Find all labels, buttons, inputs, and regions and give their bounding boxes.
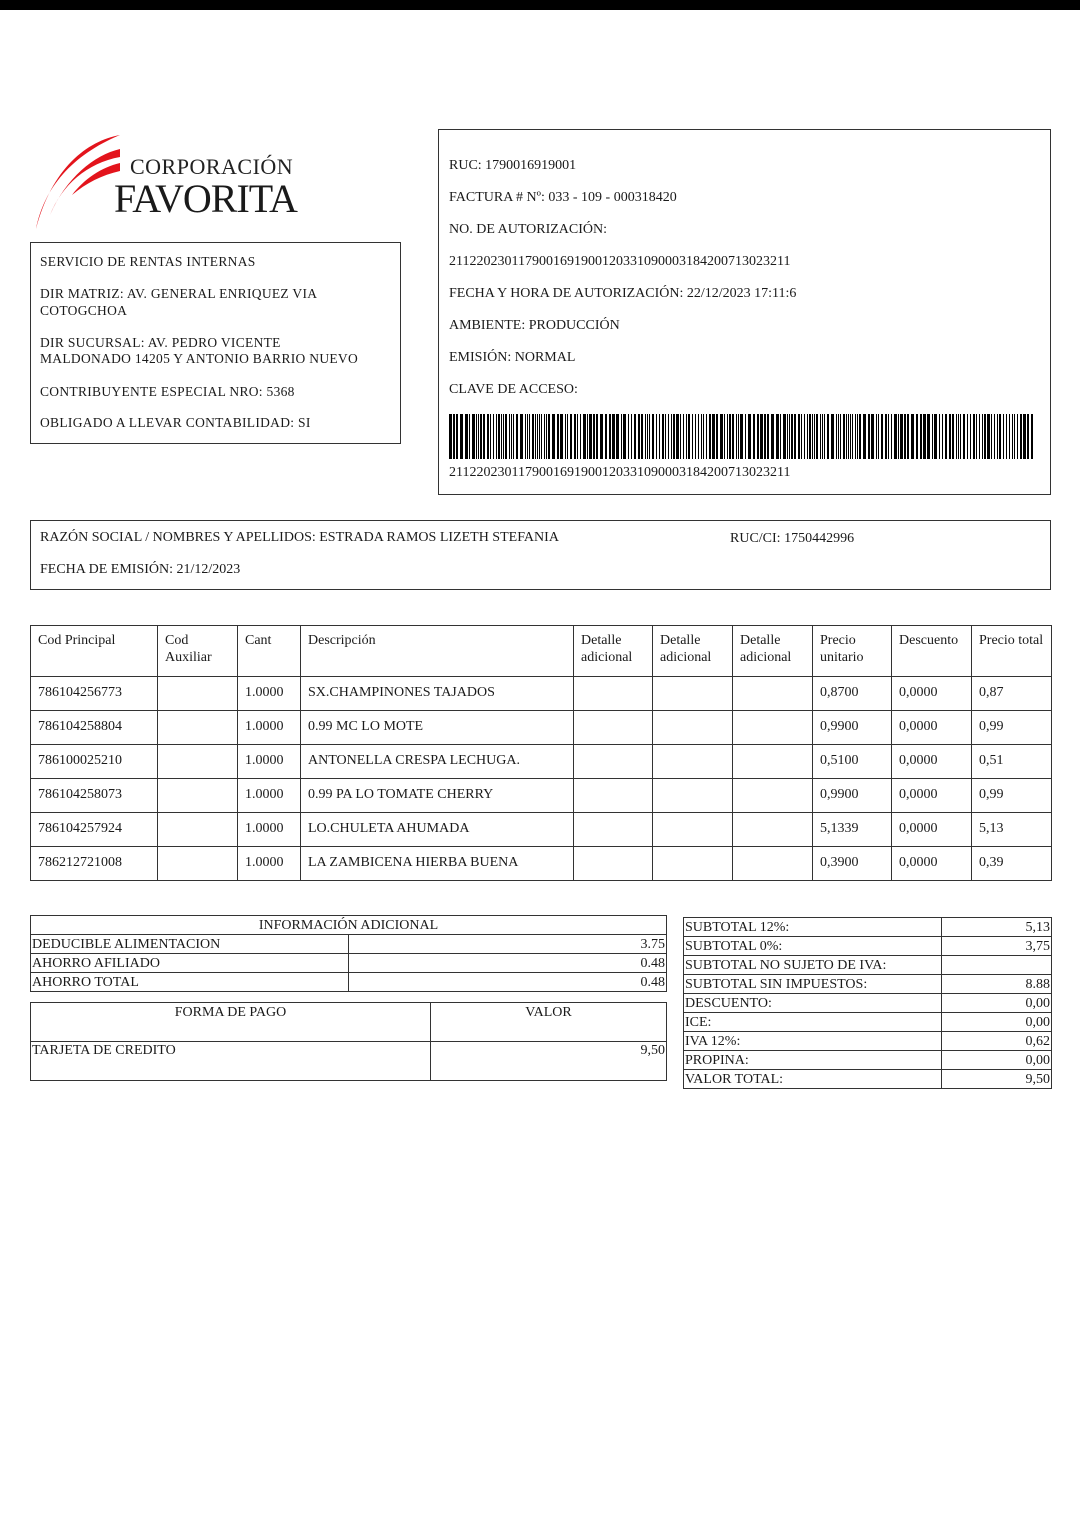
table-cell: 0,0000 bbox=[892, 745, 972, 779]
table-cell bbox=[653, 779, 733, 813]
payment-header-row bbox=[31, 1003, 667, 1042]
table-cell: 786104258073 bbox=[31, 779, 158, 813]
table-row bbox=[684, 956, 1052, 975]
total-value: 0,00 bbox=[942, 994, 1052, 1013]
table-cell: 1.0000 bbox=[238, 779, 301, 813]
table-row bbox=[31, 954, 667, 973]
total-value: 5,13 bbox=[942, 918, 1052, 937]
table-cell: LO.CHULETA AHUMADA bbox=[301, 813, 574, 847]
table-cell: 0,9900 bbox=[813, 711, 892, 745]
invoice-ruc: RUC: 1790016919001 bbox=[449, 158, 577, 173]
table-cell bbox=[733, 779, 813, 813]
table-cell bbox=[653, 711, 733, 745]
table-cell bbox=[653, 677, 733, 711]
col-header: Descripción bbox=[301, 626, 574, 677]
table-cell: 0,8700 bbox=[813, 677, 892, 711]
table-cell: ANTONELLA CRESPA LECHUGA. bbox=[301, 745, 574, 779]
table-cell: 0,0000 bbox=[892, 779, 972, 813]
environment: AMBIENTE: PRODUCCIÓN bbox=[449, 318, 620, 333]
col-header: Cod Principal bbox=[31, 626, 158, 677]
table-cell bbox=[653, 847, 733, 881]
col-header: Detalle adicional bbox=[574, 626, 653, 677]
emitter-dir-matriz-2: COTOGCHOA bbox=[40, 303, 128, 318]
table-cell: 1.0000 bbox=[238, 677, 301, 711]
info-value: 0.48 bbox=[349, 954, 667, 973]
table-row bbox=[684, 937, 1052, 956]
table-cell: 786104258804 bbox=[31, 711, 158, 745]
table-cell: 0,5100 bbox=[813, 745, 892, 779]
total-label: SUBTOTAL 0%: bbox=[684, 937, 942, 956]
table-cell bbox=[158, 677, 238, 711]
table-cell: 0,0000 bbox=[892, 813, 972, 847]
table-row bbox=[31, 847, 1052, 881]
total-value: 8.88 bbox=[942, 975, 1052, 994]
table-cell bbox=[158, 779, 238, 813]
info-value: 0.48 bbox=[349, 973, 667, 992]
table-row bbox=[684, 1051, 1052, 1070]
barcode bbox=[449, 414, 1033, 459]
logo-swoosh-icon bbox=[32, 133, 127, 230]
table-cell: 0,51 bbox=[972, 745, 1052, 779]
emitter-entity: SERVICIO DE RENTAS INTERNAS bbox=[40, 254, 256, 269]
total-value: 0,62 bbox=[942, 1032, 1052, 1051]
table-cell bbox=[158, 711, 238, 745]
table-cell: SX.CHAMPINONES TAJADOS bbox=[301, 677, 574, 711]
authorization-datetime: FECHA Y HORA DE AUTORIZACIÓN: 22/12/2023 17:11:6 bbox=[449, 286, 797, 301]
table-cell: LA ZAMBICENA HIERBA BUENA bbox=[301, 847, 574, 881]
emission-type: EMISIÓN: NORMAL bbox=[449, 350, 576, 365]
payment-value: 9,50 bbox=[431, 1042, 667, 1081]
table-cell bbox=[653, 745, 733, 779]
table-row bbox=[31, 973, 667, 992]
table-cell: 0,0000 bbox=[892, 677, 972, 711]
table-cell: 786104256773 bbox=[31, 677, 158, 711]
table-row bbox=[31, 813, 1052, 847]
total-value: 3,75 bbox=[942, 937, 1052, 956]
totals-table bbox=[683, 917, 1052, 1089]
total-label: DESCUENTO: bbox=[684, 994, 942, 1013]
total-label: VALOR TOTAL: bbox=[684, 1070, 942, 1089]
table-row bbox=[684, 918, 1052, 937]
table-row bbox=[684, 1070, 1052, 1089]
total-value bbox=[942, 956, 1052, 975]
access-key-number: 2112202301179001691900120331090003184200713023211 bbox=[449, 465, 791, 480]
table-cell: 786212721008 bbox=[31, 847, 158, 881]
authorization-number: 2112202301179001691900120331090003184200713023211 bbox=[449, 254, 791, 269]
table-cell: 1.0000 bbox=[238, 745, 301, 779]
emitter-contribuyente: CONTRIBUYENTE ESPECIAL NRO: 5368 bbox=[40, 384, 295, 399]
total-label: ICE: bbox=[684, 1013, 942, 1032]
table-cell: 0,99 bbox=[972, 711, 1052, 745]
table-cell bbox=[574, 813, 653, 847]
table-cell bbox=[733, 711, 813, 745]
items-header-row bbox=[31, 626, 1052, 677]
table-cell: 0.99 PA LO TOMATE CHERRY bbox=[301, 779, 574, 813]
logo-line-1: CORPORACIÓN bbox=[130, 154, 294, 179]
total-value: 0,00 bbox=[942, 1051, 1052, 1070]
col-header: Precio total bbox=[972, 626, 1052, 677]
table-cell: 0,0000 bbox=[892, 711, 972, 745]
info-label: AHORRO AFILIADO bbox=[31, 954, 349, 973]
total-value: 0,00 bbox=[942, 1013, 1052, 1032]
table-row bbox=[684, 1013, 1052, 1032]
issue-date: FECHA DE EMISIÓN: 21/12/2023 bbox=[40, 562, 241, 577]
additional-info-table bbox=[30, 915, 667, 992]
table-cell: 0,99 bbox=[972, 779, 1052, 813]
table-cell bbox=[574, 847, 653, 881]
col-header: Precio unitario bbox=[813, 626, 892, 677]
total-label: SUBTOTAL SIN IMPUESTOS: bbox=[684, 975, 942, 994]
table-cell bbox=[733, 813, 813, 847]
total-label: IVA 12%: bbox=[684, 1032, 942, 1051]
table-cell bbox=[653, 813, 733, 847]
table-row bbox=[31, 935, 667, 954]
table-cell bbox=[574, 711, 653, 745]
table-row bbox=[31, 711, 1052, 745]
table-cell: 0.99 MC LO MOTE bbox=[301, 711, 574, 745]
total-label: SUBTOTAL NO SUJETO DE IVA: bbox=[684, 956, 942, 975]
table-cell: 1.0000 bbox=[238, 711, 301, 745]
emitter-box bbox=[30, 242, 401, 444]
table-cell bbox=[158, 745, 238, 779]
table-cell bbox=[733, 677, 813, 711]
table-cell: 0,0000 bbox=[892, 847, 972, 881]
total-value: 9,50 bbox=[942, 1070, 1052, 1089]
table-cell: 5,13 bbox=[972, 813, 1052, 847]
table-row bbox=[31, 1042, 667, 1081]
table-cell bbox=[158, 847, 238, 881]
table-cell: 786100025210 bbox=[31, 745, 158, 779]
emitter-dir-matriz: DIR MATRIZ: AV. GENERAL ENRIQUEZ VIA bbox=[40, 286, 318, 301]
table-cell: 0,87 bbox=[972, 677, 1052, 711]
table-row bbox=[31, 745, 1052, 779]
emitter-dir-sucursal: DIR SUCURSAL: AV. PEDRO VICENTE bbox=[40, 335, 281, 350]
col-header: Cant bbox=[238, 626, 301, 677]
table-cell: 5,1339 bbox=[813, 813, 892, 847]
logo-line-2: FAVORITA bbox=[114, 176, 297, 221]
table-cell: 0,3900 bbox=[813, 847, 892, 881]
table-cell bbox=[574, 745, 653, 779]
table-row bbox=[684, 1032, 1052, 1051]
table-cell bbox=[574, 779, 653, 813]
col-header: Detalle adicional bbox=[733, 626, 813, 677]
info-label: DEDUCIBLE ALIMENTACION bbox=[31, 935, 349, 954]
table-cell: 1.0000 bbox=[238, 847, 301, 881]
table-row bbox=[684, 975, 1052, 994]
payment-method: TARJETA DE CREDITO bbox=[31, 1042, 431, 1081]
table-cell: 0,9900 bbox=[813, 779, 892, 813]
table-cell: 786104257924 bbox=[31, 813, 158, 847]
payment-table bbox=[30, 1002, 667, 1081]
col-header: Detalle adicional bbox=[653, 626, 733, 677]
items-table bbox=[30, 625, 1052, 881]
table-cell bbox=[574, 677, 653, 711]
customer-box bbox=[30, 520, 1051, 590]
info-value: 3.75 bbox=[349, 935, 667, 954]
table-row bbox=[31, 677, 1052, 711]
table-cell: 0,39 bbox=[972, 847, 1052, 881]
col-header: Descuento bbox=[892, 626, 972, 677]
table-row bbox=[31, 779, 1052, 813]
info-label: AHORRO TOTAL bbox=[31, 973, 349, 992]
additional-info-title: INFORMACIÓN ADICIONAL bbox=[31, 916, 667, 935]
access-key-label: CLAVE DE ACCESO: bbox=[449, 382, 578, 397]
payment-method-header: FORMA DE PAGO bbox=[31, 1003, 431, 1042]
emitter-contabilidad: OBLIGADO A LLEVAR CONTABILIDAD: SI bbox=[40, 415, 311, 430]
invoice-number: FACTURA # Nº: 033 - 109 - 000318420 bbox=[449, 190, 677, 205]
table-cell bbox=[158, 813, 238, 847]
col-header: Cod Auxiliar bbox=[158, 626, 238, 677]
table-row bbox=[684, 994, 1052, 1013]
top-bar bbox=[0, 0, 1080, 10]
total-label: PROPINA: bbox=[684, 1051, 942, 1070]
emitter-dir-sucursal-2: MALDONADO 14205 Y ANTONIO BARRIO NUEVO bbox=[40, 351, 359, 366]
table-cell bbox=[733, 847, 813, 881]
total-label: SUBTOTAL 12%: bbox=[684, 918, 942, 937]
payment-value-header: VALOR bbox=[431, 1003, 667, 1042]
customer-ruc: RUC/CI: 1750442996 bbox=[730, 531, 855, 546]
customer-name: RAZÓN SOCIAL / NOMBRES Y APELLIDOS: ESTRADA RAMOS LIZETH STEFANIA bbox=[40, 530, 559, 545]
table-cell: 1.0000 bbox=[238, 813, 301, 847]
authorization-label: NO. DE AUTORIZACIÓN: bbox=[449, 222, 608, 237]
table-cell bbox=[733, 745, 813, 779]
